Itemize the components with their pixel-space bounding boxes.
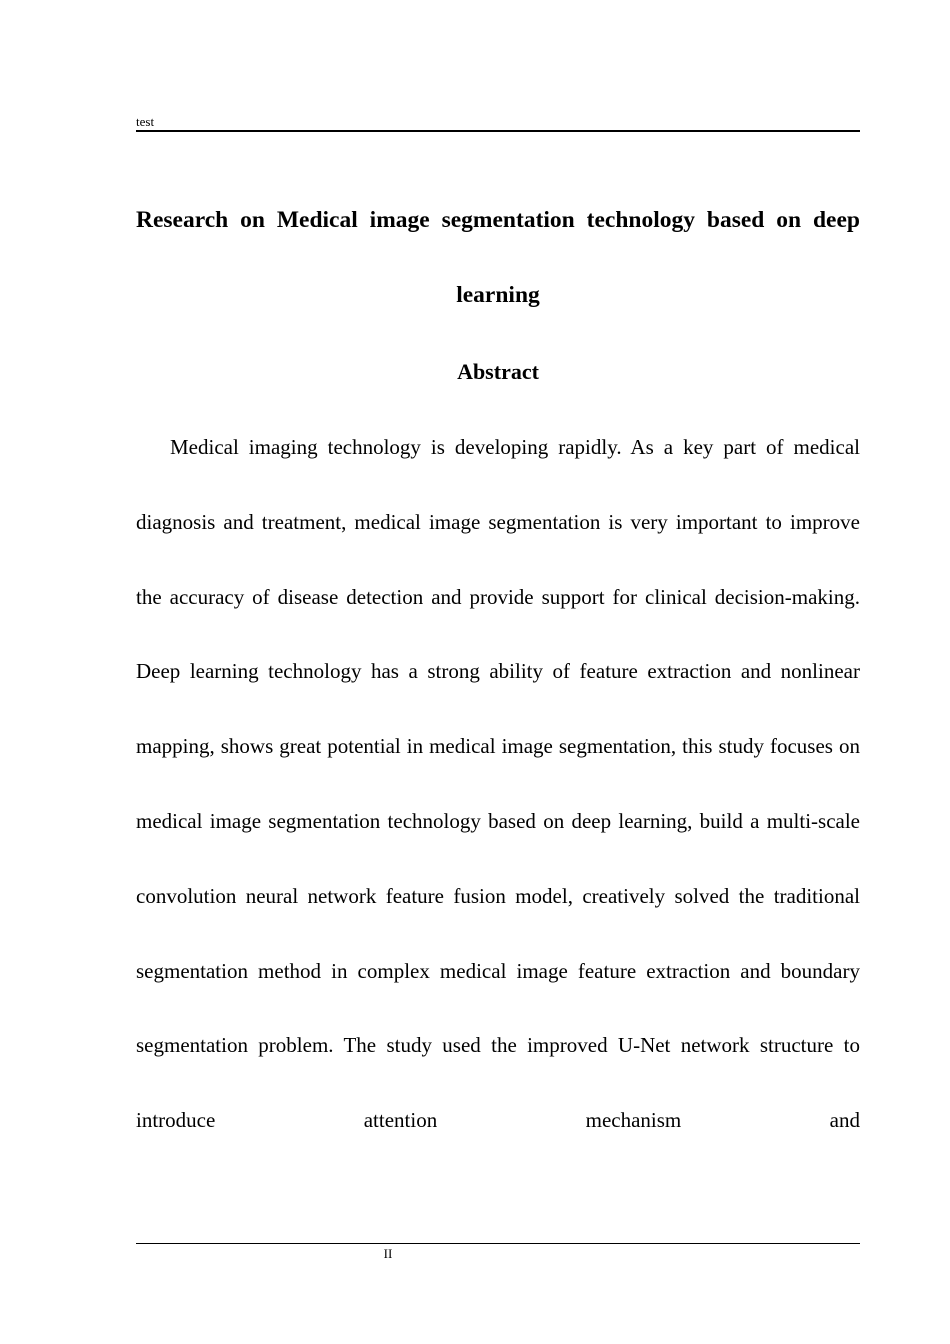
running-header: test (136, 114, 155, 129)
abstract-body: Medical imaging technology is developing rapidly. As a key part of medical diagnosis and treatment, medical image segmentation is very important to improve the accuracy of disease detection and provide support for clinical decision-making. Deep learning technology has a strong ability of feature extraction and nonlinear mapping, shows great potential in medical image segmentation, this study focuses on medical image segmentation technology based on deep learning, build a multi-scale convolution neural network feature fusion model, creatively solved the traditional segmentation method in complex medical image feature extraction and boundary segmentation problem. The study used the improved U-Net network structure to introduce attention mechanism and (136, 435, 860, 1133)
footer-rule (136, 1243, 860, 1244)
page-number: II (383, 1246, 393, 1261)
document-title: Research on Medical image segmentation technology based on deep learning (136, 207, 860, 308)
header-rule (136, 130, 860, 132)
abstract-heading: Abstract (457, 359, 539, 384)
